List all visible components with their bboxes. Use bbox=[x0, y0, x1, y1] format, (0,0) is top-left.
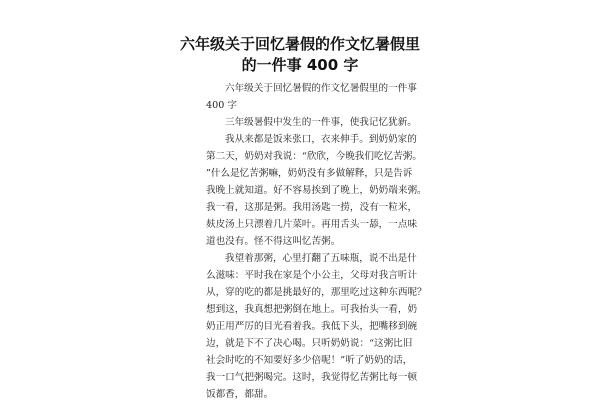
essay-line: 麸皮汤上只漂着几片菜叶。再用舌头一舔，一点味 bbox=[206, 219, 418, 230]
essay-line: 三年级暑假中发生的一件事，使我记忆犹新。 bbox=[225, 117, 417, 128]
essay-line: 六年级关于回忆暑假的作文忆暑假里的一件事 bbox=[225, 83, 417, 94]
essay-line: 从，穿的吃的都是挑最好的，那里吃过这种东西呢？ bbox=[206, 287, 427, 298]
essay-line: 边，就是下不了决心喝。只听奶奶说：“这粥比旧 bbox=[206, 338, 413, 349]
essay-line: 么滋味：平时我在家是个小公主，父母对我言听计 bbox=[206, 270, 418, 281]
essay-body bbox=[206, 80, 427, 400]
essay-line: 我晚上就知道。好不容易挨到了晚上，奶奶端来粥。 bbox=[206, 185, 427, 196]
essay-line: 社会时吃的不知要好多少倍呢！”听了奶奶的话， bbox=[206, 355, 413, 366]
essay-line: 我一口气把粥喝完。这时，我觉得忆苦粥比每一顿 bbox=[206, 372, 418, 383]
title-line-1: 六年级关于回忆暑假的作文忆暑假里 bbox=[179, 35, 420, 53]
essay-line: 我望着那粥，心里打翻了五味瓶，说不出是什 bbox=[225, 253, 417, 264]
essay-line: 想到这，我真想把粥倒在地上。可我抬头一看，奶 bbox=[206, 304, 418, 315]
essay-line: 我一看，这那是粥。我用汤匙一捞，没有一粒米， bbox=[206, 202, 418, 213]
essay-line: 我从来都是饭来张口，衣来伸手。到奶奶家的 bbox=[225, 134, 417, 145]
essay-line: 饭都香，都甜。 bbox=[206, 389, 274, 400]
essay-line: ”什么是忆苦粥嘛，奶奶没有多做解释，只是告诉 bbox=[206, 168, 413, 179]
document-title bbox=[0, 34, 600, 76]
title-line-2: 的一件事 400 字 bbox=[241, 56, 359, 74]
essay-line: 400 字 bbox=[206, 100, 237, 111]
essay-line: 道也没有。怪不得这叫忆苦粥。 bbox=[206, 236, 341, 247]
essay-line: 第二天，奶奶对我说：“欣欣，今晚我们吃忆苦粥。 bbox=[206, 151, 422, 162]
essay-line: 奶正用严厉的目光看着我。我低下头，把嘴移到碗 bbox=[206, 321, 418, 332]
